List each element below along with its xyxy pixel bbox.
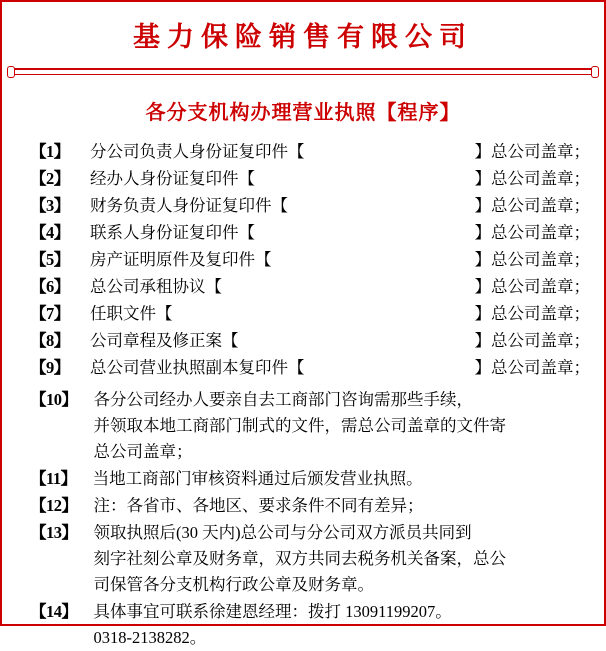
item-number: 【9】 — [30, 358, 70, 377]
item-line: 各分公司经办人要亲自去工商部门咨询需那些手续， — [93, 390, 473, 409]
item-line: 0318-2138282。 — [93, 628, 207, 647]
list-item — [30, 274, 590, 300]
list-item — [30, 193, 590, 219]
list-item — [30, 220, 590, 246]
item-line: 具体事宜可联系徐建恩经理：拨打 13091199207。 — [93, 602, 452, 621]
item-text: 经办人身份证复印件【 — [90, 169, 255, 188]
item-body — [78, 493, 591, 519]
item-number: 【3】 — [30, 196, 70, 215]
item-number: 【13】 — [30, 523, 78, 542]
item-body — [74, 193, 590, 219]
item-tail: 】总公司盖章； — [474, 223, 590, 242]
item-line: 并领取本地工商部门制式的文件，需总公司盖章的文件寄 — [93, 416, 506, 435]
item-tail: 】总公司盖章； — [474, 304, 590, 323]
item-text: 财务负责人身份证复印件【 — [90, 196, 288, 215]
item-number: 【1】 — [30, 142, 70, 161]
item-body — [74, 328, 590, 354]
item-text: 总公司承租协议【 — [90, 277, 222, 296]
item-text: 房产证明原件及复印件【 — [90, 250, 272, 269]
list-item — [30, 328, 590, 354]
item-tail: 】总公司盖章； — [474, 196, 590, 215]
item-number: 【11】 — [30, 469, 77, 488]
list-item — [30, 301, 590, 327]
company-title: 基力保险销售有限公司 — [133, 22, 473, 52]
item-body — [74, 247, 590, 273]
item-text: 总公司营业执照副本复印件【 — [90, 358, 305, 377]
item-number: 【5】 — [30, 250, 70, 269]
item-text: 分公司负责人身份证复印件【 — [90, 142, 305, 161]
divider-cap-left-icon — [7, 66, 15, 78]
item-number: 【10】 — [30, 390, 78, 409]
item-body — [74, 274, 590, 300]
list-item — [30, 493, 590, 519]
item-body — [77, 466, 590, 492]
item-number: 【2】 — [30, 169, 70, 188]
list-item — [30, 166, 590, 192]
divider-line-top — [10, 68, 596, 70]
page-title: 各分支机构办理营业执照【程序】 — [145, 102, 461, 124]
item-body — [74, 139, 590, 165]
item-body — [74, 166, 590, 192]
item-tail: 】总公司盖章； — [474, 277, 590, 296]
item-body — [78, 599, 591, 651]
item-body — [74, 220, 590, 246]
item-text: 任职文件【 — [90, 304, 173, 323]
item-line: 注：各省市、各地区、要求条件不同有差异； — [93, 496, 424, 515]
item-number: 【12】 — [30, 496, 78, 515]
item-line: 刻字社刻公章及财务章，双方共同去税务机关备案，总公 — [93, 549, 506, 568]
decorative-divider — [10, 68, 596, 80]
item-tail: 】总公司盖章； — [474, 331, 590, 350]
item-number: 【14】 — [30, 602, 78, 621]
item-number: 【8】 — [30, 331, 70, 350]
item-line: 当地工商部门审核资料通过后颁发营业执照。 — [92, 469, 423, 488]
divider-line-bottom — [10, 74, 596, 75]
item-body — [74, 301, 590, 327]
item-number: 【4】 — [30, 223, 70, 242]
divider-cap-right-icon — [591, 66, 599, 78]
item-line: 领取执照后(30 天内)总公司与分公司双方派员共同到 — [93, 523, 472, 542]
item-body — [74, 355, 590, 381]
list-item — [30, 355, 590, 381]
item-line: 司保管各分支机构行政公章及财务章。 — [93, 575, 374, 594]
item-tail: 】总公司盖章； — [474, 142, 590, 161]
item-tail: 】总公司盖章； — [474, 250, 590, 269]
item-body — [78, 520, 591, 598]
item-line: 总公司盖章； — [93, 442, 193, 461]
list-item — [30, 520, 590, 598]
list-item — [30, 599, 590, 651]
item-tail: 】总公司盖章； — [474, 358, 590, 377]
list-item — [30, 466, 590, 492]
item-text: 公司章程及修正案【 — [90, 331, 239, 350]
list-item — [30, 247, 590, 273]
item-body — [78, 387, 591, 465]
list-item — [30, 387, 590, 465]
item-number: 【7】 — [30, 304, 70, 323]
item-tail: 】总公司盖章； — [474, 169, 590, 188]
item-number: 【6】 — [30, 277, 70, 296]
procedure-list — [2, 139, 604, 651]
item-text: 联系人身份证复印件【 — [90, 223, 255, 242]
list-item — [30, 139, 590, 165]
